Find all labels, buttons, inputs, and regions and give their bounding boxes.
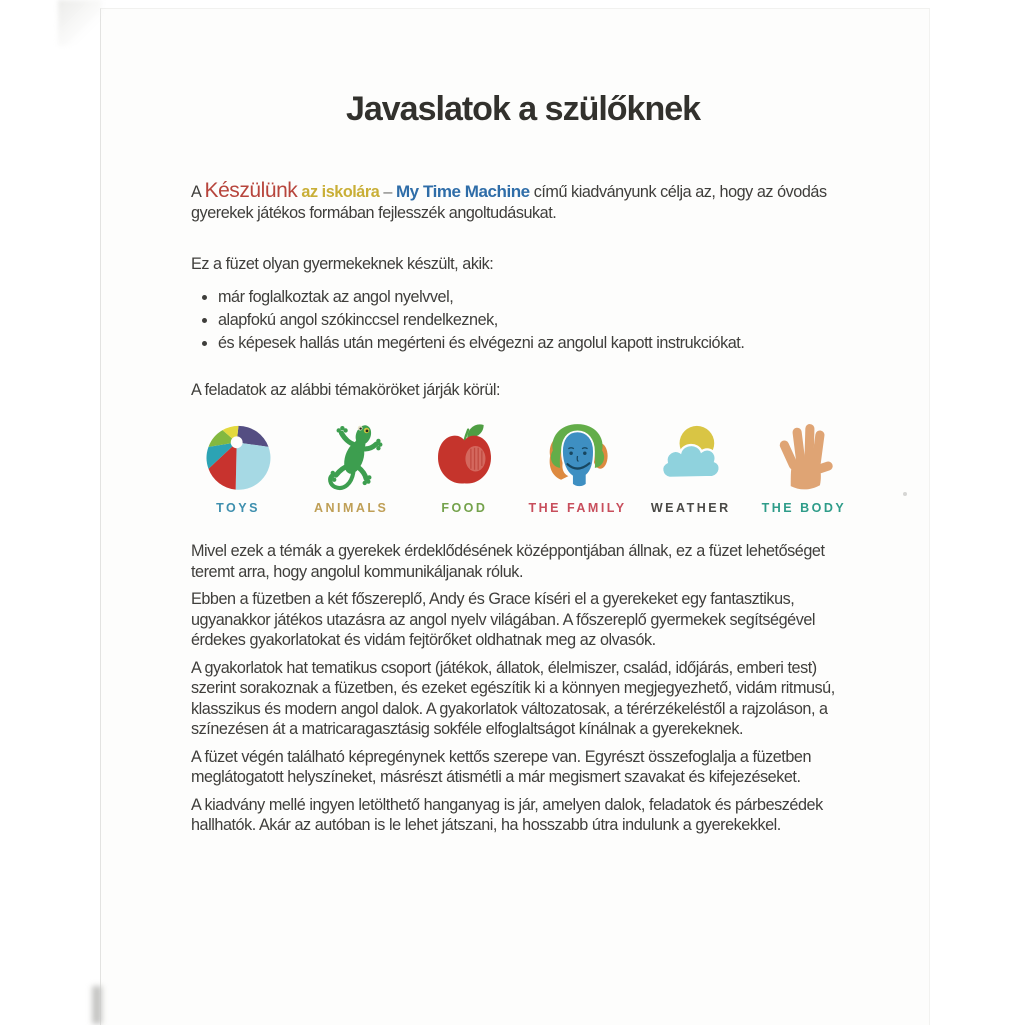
paragraph: Mivel ezek a témák a gyerekek érdeklődésének középpontjában állnak, ez a füzet lehetőséget teremt arra, hogy angolul kommunikáljanak róluk. (191, 542, 825, 581)
scan-smudge (58, 0, 102, 46)
topic-family (523, 418, 633, 515)
topic-animals (296, 418, 406, 515)
topic-weather (636, 418, 746, 515)
series-title: Készülünk (204, 179, 298, 202)
topics-heading: A feladatok az alábbi témaköröket járják körül: (191, 380, 501, 399)
topic-toys (183, 418, 293, 515)
intro-prefix: A (191, 183, 201, 201)
topic-label: THE BODY (761, 501, 847, 515)
scan-smudge (92, 986, 102, 1024)
intro-paragraph (191, 181, 855, 223)
list-item: • már foglalkoztak az angol nyelvvel, (218, 286, 855, 309)
list-item: • alapfokú angol szókinccsel rendelkeznek, (218, 309, 855, 332)
apple-icon (428, 418, 501, 494)
book-title: My Time Machine (395, 182, 530, 201)
paragraph: Ebben a füzetben a két főszereplő, Andy és Grace kíséri el a gyerekeket egy fantasztikus, ugyanakkor játékos utazásra az angol nyelv világában. A főszereplő gyermekek segítségével érdekes gyakorlatokat és vidám fejtörőket oldhatnak meg az olvasók. (191, 590, 816, 649)
list-item: • és képesek hallás után megérteni és elvégezni az angolul kapott instrukciókat. (218, 332, 855, 355)
sun-cloud-icon (654, 418, 727, 494)
paragraph: A kiadvány mellé ingyen letölthető hanganyag is jár, amelyen dalok, feladatok és párbeszédek hallhatók. Akár az autóban is le lehet játszani, ha hosszabb útra indulunk a gyerekekkel. (191, 795, 823, 834)
intro-rest: című kiadványunk célja az, hogy az óvodás gyerekek játékos formában fejlesszék angoltudásukat. (191, 183, 827, 222)
beach-ball-icon (202, 418, 275, 494)
topic-label: TOYS (216, 501, 260, 515)
topic-label: FOOD (441, 501, 488, 515)
series-subtitle: az iskolára (301, 183, 380, 201)
page-content (101, 9, 929, 836)
hand-icon (767, 418, 840, 494)
topic-body (749, 418, 859, 515)
scanned-page (100, 8, 930, 1025)
paragraph: A füzet végén található képregénynek kettős szerepe van. Egyrészt összefoglalja a füzetben meglátogatott helyszíneket, másrészt átismétli a már megismert szavakat és kifejezéseket. (191, 747, 812, 786)
topic-label: THE FAMILY (528, 501, 627, 515)
child-face-icon (541, 418, 614, 494)
audience-list (191, 286, 855, 355)
topic-food (409, 418, 519, 515)
audience-heading: Ez a füzet olyan gyermekeknek készült, akik: (191, 255, 494, 273)
topic-label: WEATHER (650, 501, 731, 515)
paragraph: A gyakorlatok hat tematikus csoport (játékok, állatok, élelmiszer, család, időjárás, emberi test) szerint sorakoznak a füzetben, és ezeket egészítik ki a könnyen megjegyezhető, vidám ritmusú, klasszikus és modern angol dalok. A gyakorlatok változatosak, a térérzékeléstől a rajzoláson, a színezésen át a matricaragasztásig sokféle elfoglaltságot kínálnak a gyerekeknek. (191, 658, 835, 738)
topics-row (183, 418, 859, 515)
topic-label: ANIMALS (313, 501, 389, 515)
page-title: Javaslatok a szülőknek (345, 90, 701, 128)
scan-speck (903, 492, 907, 496)
lizard-icon (315, 418, 388, 494)
dash-separator: – (383, 183, 392, 201)
